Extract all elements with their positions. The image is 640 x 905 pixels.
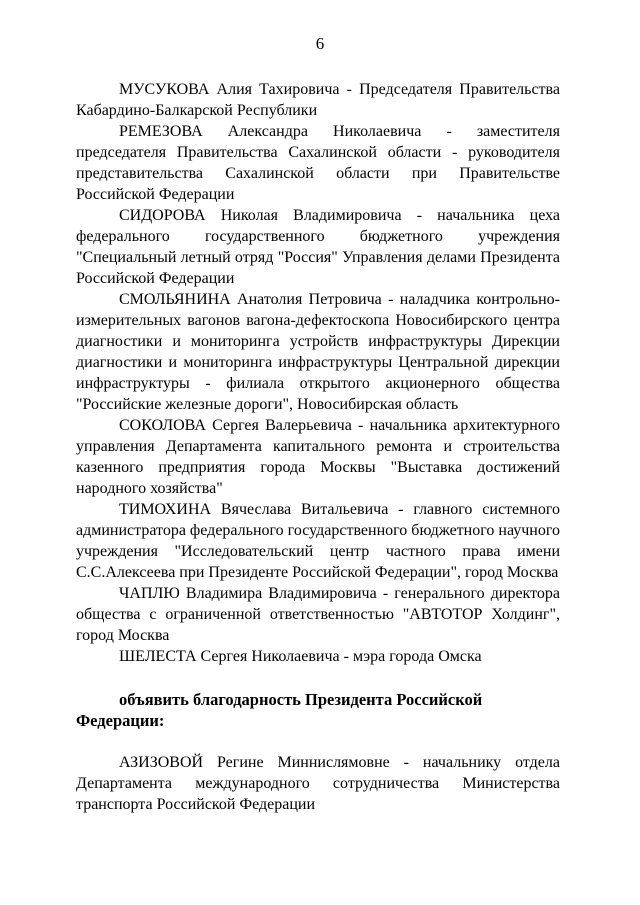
award-entry-musukov: МУСУКОВА Алия Тахировича - Председателя Правительства Кабардино-Балкарской Республики bbox=[76, 81, 560, 119]
page-number: 6 bbox=[315, 34, 325, 53]
award-entry-timokhin: ТИМОХИНА Вячеслава Витальевича - главного системного администратора федерального государственного бюджетного научного учреждения "Исследовательский центр частного права имени С.С.Алексеева при Президенте Российской Федерации", город Москва bbox=[76, 501, 561, 581]
award-entry-sidorov: СИДОРОВА Николая Владимировича - начальника цеха федерального государственного бюджетного учреждения "Специальный летный отряд "Россия" Управления делами Президента Российской Федерации bbox=[76, 207, 560, 287]
award-entry-remezov: РЕМЕЗОВА Александра Николаевича - заместителя председателя Правительства Сахалинской области - руководителя представительства Сахалинской области при Правительстве Российской Федерации bbox=[76, 123, 560, 203]
section-heading: объявить благодарность Президента Российской Федерации: bbox=[76, 690, 483, 730]
gratitude-entry-azizova: АЗИЗОВОЙ Регине Миннислямовне - начальнику отдела Департамента международного сотрудничества Министерства транспорта Российской Федерации bbox=[76, 754, 560, 813]
award-entry-shelest: ШЕЛЕСТА Сергея Николаевича - мэра города Омска bbox=[119, 648, 482, 665]
award-entry-smolyanin: СМОЛЬЯНИНА Анатолия Петровича - наладчика контрольно-измерительных вагонов вагона-дефектоскопа Новосибирского центра диагностики и мониторинга устройств инфраструктуры Дирекции диагностики и мониторинга инфраструктуры Центральной дирекции инфраструктуры - филиала открытого акционерного общества "Российские железные дороги", Новосибирская область bbox=[76, 291, 560, 413]
award-entry-sokolov: СОКОЛОВА Сергея Валерьевича - начальника архитектурного управления Департамента капитального ремонта и строительства казенного предприятия города Москвы "Выставка достижений народного хозяйства" bbox=[76, 417, 560, 497]
document-body bbox=[76, 79, 560, 815]
award-entry-chaplya: ЧАПЛЮ Владимира Владимировича - генерального директора общества с ограниченной ответственностью "АВТОТОР Холдинг", город Москва bbox=[76, 585, 560, 644]
